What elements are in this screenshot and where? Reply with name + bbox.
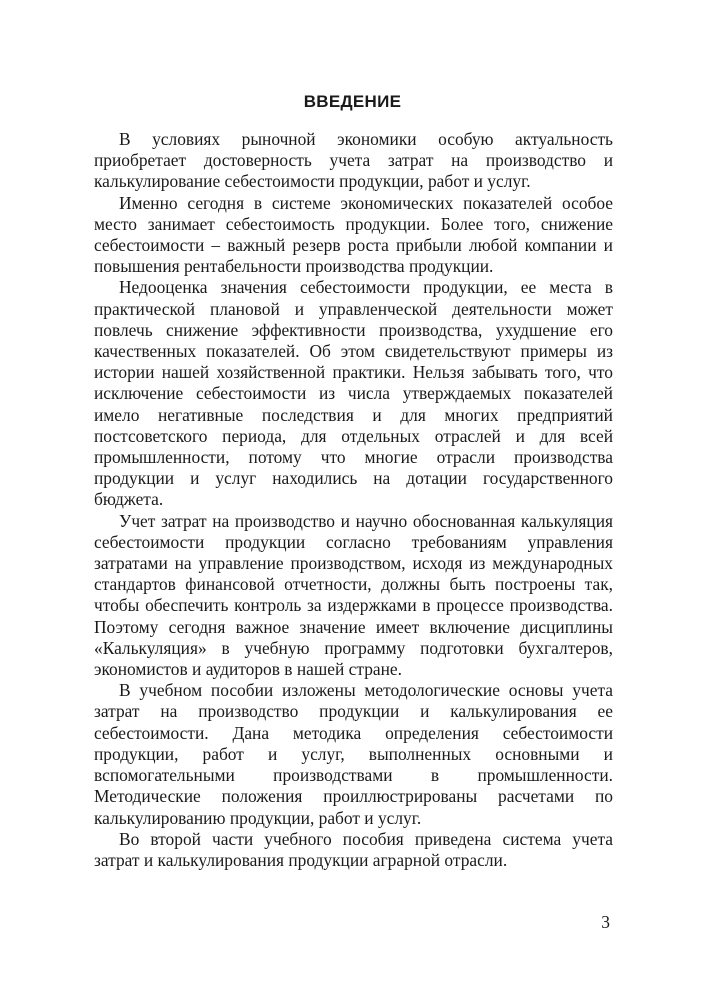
- paragraph-4: Учет затрат на производство и научно обоснованная калькуляция себестоимости продукции согласно требованиям управления затратами на управление производством, исходя из международных стандартов финансовой отчетности, должны быть построены так, чтобы обеспечить контроль за издержками в процессе производства. Поэтому сегодня важное значение имеет включение дисциплины «Калькуляция» в учебную программу подготовки бухгалтеров, экономистов и аудиторов в нашей стране.: [94, 510, 613, 680]
- paragraph-3: Недооценка значения себестоимости продукции, ее места в практической плановой и управленческой деятельности может повлечь снижение эффективности производства, ухудшение его качественных показателей. Об этом свидетельствуют примеры из истории нашей хозяйственной практики. Нельзя забывать того, что исключение себестоимости из числа утверждаемых показателей имело негативные последствия и для многих предприятий постсоветского периода, для отдельных отраслей и для всей промышленности, потому что многие отрасли производства продукции и услуг находились на дотации государственного бюджета.: [94, 277, 613, 510]
- paragraph-1: В условиях рыночной экономики особую актуальность приобретает достоверность учета затрат на производство и калькулирование себестоимости продукции, работ и услуг.: [94, 129, 613, 192]
- paragraph-5: В учебном пособии изложены методологические основы учета затрат на производство продукции и калькулирования ее себестоимости. Дана методика определения себестоимости продукции, работ и услуг, выполненных основными и вспомогательными производствами в промышленности. Методические положения проиллюстрированы расчетами по калькулированию продукции, работ и услуг.: [94, 680, 613, 828]
- paragraph-2: Именно сегодня в системе экономических показателей особое место занимает себестоимость продукции. Более того, снижение себестоимости – важный резерв роста прибыли любой компании и повышения рентабельности производства продукции.: [94, 192, 613, 277]
- page-number: 3: [601, 912, 610, 932]
- paragraph-6: Во второй части учебного пособия приведена система учета затрат и калькулирования продукции аграрной отрасли.: [94, 828, 613, 870]
- page-title: ВВЕДЕНИЕ: [303, 92, 402, 111]
- body-text: [94, 129, 613, 871]
